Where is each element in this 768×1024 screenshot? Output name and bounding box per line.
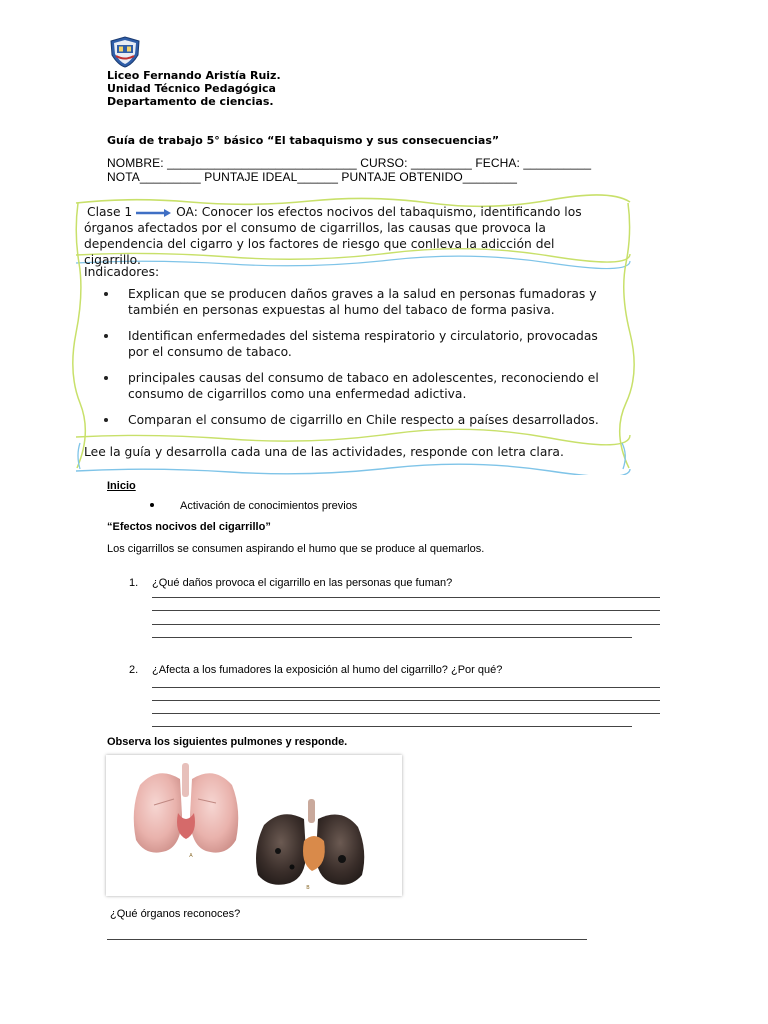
- objective-text: OA: Conocer los efectos nocivos del tabaquismo, identificando los órganos afectados por el consumo de cigarrillos, las causas que provoca la dependencia del cigarro y los factores de riesgo que conlleva la adicción del cigarrillo.: [84, 205, 582, 267]
- answer-line[interactable]: [107, 939, 587, 940]
- department-name: Departamento de ciencias.: [107, 95, 274, 108]
- score-info-row: NOTA_________ PUNTAJE IDEAL______ PUNTAJE OBTENIDO________: [107, 170, 517, 184]
- lungs-photo: [106, 755, 402, 896]
- bullet-dot: [150, 503, 154, 507]
- answer-line[interactable]: [152, 597, 660, 598]
- indicators-list-container: [82, 286, 622, 438]
- school-name: Liceo Fernando Aristía Ruiz.: [107, 69, 281, 82]
- smoker-lungs: [256, 799, 364, 885]
- student-info-row: NOMBRE: ____________________________ CURSO: _________ FECHA: __________: [107, 156, 592, 170]
- lungs-prompt: Observa los siguientes pulmones y responde.: [107, 736, 348, 748]
- answer-line[interactable]: [152, 624, 660, 625]
- section-intro: Los cigarrillos se consumen aspirando el humo que se produce al quemarlos.: [107, 543, 485, 555]
- indicator-item: Explican que se producen daños graves a la salud en personas fumadoras y también en personas expuestas al humo del tabaco de forma pasiva.: [82, 286, 622, 318]
- indicator-item: Identifican enfermedades del sistema respiratorio y circulatorio, provocadas por el consumo de tabaco.: [82, 328, 622, 360]
- healthy-lungs: [134, 763, 239, 853]
- indicators-heading: Indicadores:: [84, 265, 160, 279]
- question-2-text: ¿Afecta a los fumadores la exposición al humo del cigarrillo? ¿Por qué?: [152, 664, 503, 676]
- final-question: ¿Qué órganos reconoces?: [110, 908, 241, 920]
- school-crest-logo: [108, 35, 142, 69]
- objective-paragraph: [84, 204, 614, 268]
- answer-line[interactable]: [152, 637, 632, 638]
- indicator-item: principales causas del consumo de tabaco en adolescentes, reconociendo el consumo de cigarrillos como una enfermedad adictiva.: [82, 370, 622, 402]
- indicator-item: Comparan el consumo de cigarrillo en Chile respecto a países desarrollados.: [82, 412, 622, 428]
- class-label: Clase 1: [87, 205, 133, 219]
- instruction-text: Lee la guía y desarrolla cada una de las actividades, responde con letra clara.: [84, 445, 564, 459]
- answer-line[interactable]: [152, 726, 632, 727]
- answer-line[interactable]: [152, 687, 660, 688]
- lungs-illustration: [106, 755, 402, 896]
- unit-name: Unidad Técnico Pedagógica: [107, 82, 276, 95]
- prior-knowledge-bullet: Activación de conocimientos previos: [180, 500, 358, 512]
- indicators-list: [82, 286, 622, 428]
- answer-line[interactable]: [152, 700, 660, 701]
- answer-line[interactable]: [152, 610, 660, 611]
- section-subtitle: “Efectos nocivos del cigarrillo”: [107, 521, 271, 533]
- question-number: 2.: [129, 664, 139, 676]
- inicio-heading: Inicio: [107, 480, 136, 492]
- answer-line[interactable]: [152, 713, 660, 714]
- arrow-right-icon: [136, 208, 172, 218]
- worksheet-title: Guía de trabajo 5° básico “El tabaquismo y sus consecuencias”: [107, 134, 500, 147]
- lung-label-b: B: [306, 885, 310, 891]
- lung-label-a: A: [189, 853, 193, 859]
- question-number: 1.: [129, 577, 139, 589]
- question-1-text: ¿Qué daños provoca el cigarrillo en las personas que fuman?: [152, 577, 453, 589]
